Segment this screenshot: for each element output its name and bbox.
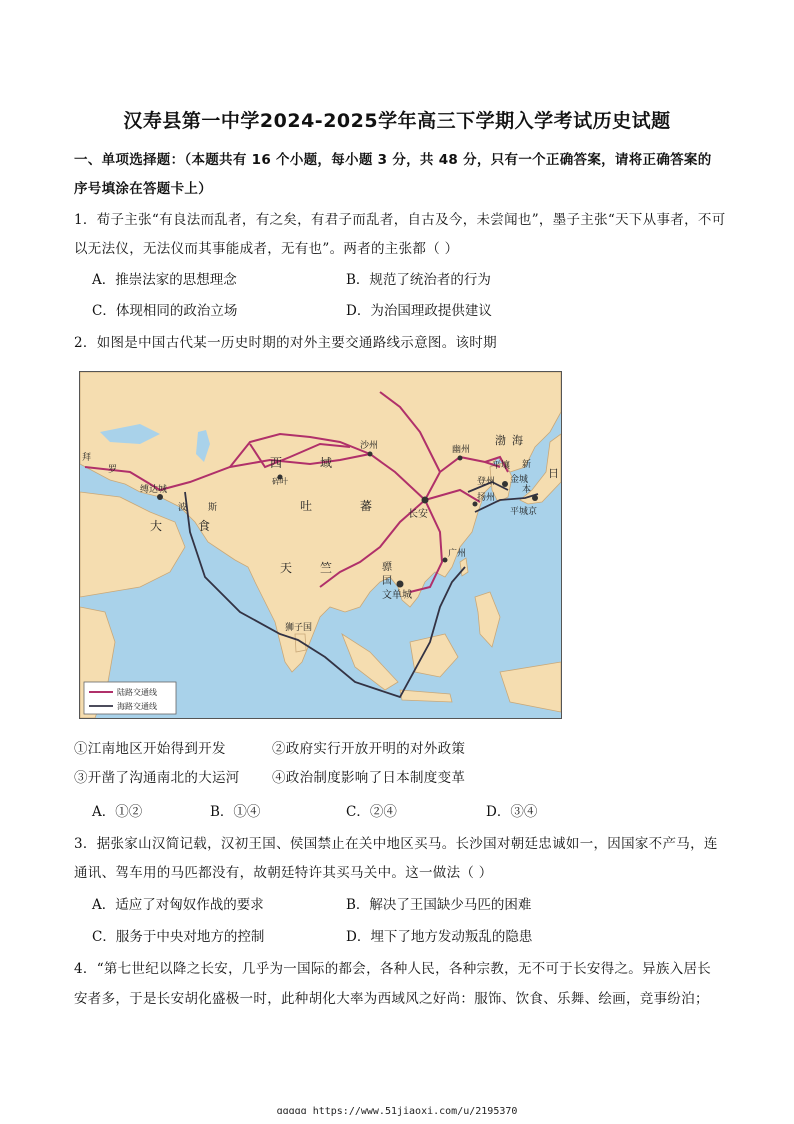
landmass-java bbox=[400, 690, 452, 702]
label-xiyu1: 西 bbox=[270, 456, 283, 470]
section-heading-line1: 一、单项选择题：（本题共有 16 个小题，每小题 3 分，共 48 分，只有一个正确答案，请将正确答案的 bbox=[74, 152, 712, 168]
label-shazhou: 沙州 bbox=[360, 441, 379, 451]
label-dashi1: 大 bbox=[150, 519, 163, 533]
label-xin: 新 bbox=[522, 460, 532, 470]
label-tubo1: 吐 bbox=[300, 499, 313, 513]
label-tubo2: 蕃 bbox=[360, 499, 373, 513]
q1-line1: 1．荀子主张“有良法而乱者，有之矣，有君子而乱者，自古及今，未尝闻也”，墨子主张“天下从事者，不可 bbox=[74, 212, 726, 228]
label-tianzhu2: 竺 bbox=[320, 561, 333, 575]
label-bai: 拜 bbox=[82, 453, 92, 463]
marker-changan bbox=[422, 497, 429, 504]
label-shiziguo: 狮子国 bbox=[285, 623, 313, 633]
tang-transport-map bbox=[79, 371, 562, 719]
label-guangzhou: 广州 bbox=[448, 549, 467, 559]
landmass-newguinea bbox=[500, 662, 561, 712]
marker-youzhou bbox=[458, 456, 463, 461]
q3-line2: 通讯、驾车用的马匹都没有，故朝廷特许其买马关中。这一做法（ ） bbox=[74, 865, 493, 881]
marker-jincheng bbox=[502, 481, 508, 487]
q3-option-a: A．适应了对匈奴作战的要求 bbox=[92, 897, 264, 913]
q2-option-c: C．②④ bbox=[346, 804, 397, 820]
label-changan: 长安 bbox=[408, 509, 428, 520]
label-youzhou: 幽州 bbox=[452, 445, 471, 455]
q1-option-a: A．推崇法家的思想理念 bbox=[92, 272, 237, 288]
label-pingrang: 平壤 bbox=[492, 461, 511, 471]
page-title: 汉寿县第一中学2024-2025学年高三下学期入学考试历史试题 bbox=[123, 110, 671, 132]
q1-option-b: B．规范了统治者的行为 bbox=[346, 272, 491, 288]
landmass-sumatra bbox=[342, 634, 398, 690]
section-heading-line2: 序号填涂在答题卡上） bbox=[74, 181, 212, 197]
label-piao2: 国 bbox=[382, 576, 392, 587]
label-dashi2: 食 bbox=[198, 519, 211, 533]
landmass-borneo bbox=[410, 634, 458, 677]
q4-line1: 4．“第七世纪以降之长安，几乎为一国际的都会，各种人民，各种宗教，无不可于长安得之。异族入居长 bbox=[74, 961, 712, 977]
legend-land-label: 陆路交通线 bbox=[117, 688, 157, 697]
q3-option-b: B．解决了王国缺少马匹的困难 bbox=[346, 897, 532, 913]
label-posi2: 斯 bbox=[208, 503, 218, 513]
q4-line2: 安者多，于是长安胡化盛极一时，此种胡化大率为西域风之好尚：服饰、饮食、乐舞、绘画，竞事纷泊； bbox=[74, 991, 709, 1007]
marker-wendancheng bbox=[397, 581, 404, 588]
map-legend bbox=[84, 682, 176, 714]
label-xiyu2: 域 bbox=[320, 456, 333, 470]
marker-guangzhou bbox=[443, 558, 448, 563]
label-yangzhou: 扬州 bbox=[477, 493, 496, 503]
label-bohai2: 海 bbox=[512, 434, 523, 447]
q1-option-d: D．为治国理政提供建议 bbox=[346, 303, 492, 319]
q3-option-c: C．服务于中央对地方的控制 bbox=[92, 929, 265, 945]
q2-statement-1: ①江南地区开始得到开发 bbox=[74, 741, 226, 757]
label-tianzhu1: 天 bbox=[280, 561, 293, 575]
label-luo: 罗 bbox=[108, 465, 118, 475]
label-pingchengjing: 平城京 bbox=[510, 507, 538, 517]
q2-option-b: B．①④ bbox=[210, 804, 261, 820]
q2-line1: 2．如图是中国古代某一历史时期的对外主要交通路线示意图。该时期 bbox=[74, 335, 497, 351]
label-suiye: 碎叶 bbox=[272, 477, 288, 486]
q3-line1: 3．据张家山汉简记载，汉初王国、侯国禁止在关中地区买马。长沙国对朝廷忠诚如一，因国家不产马，连 bbox=[74, 836, 718, 852]
landmass-arabia bbox=[80, 492, 188, 597]
q3-option-d: D．埋下了地方发动叛乱的隐患 bbox=[346, 929, 533, 945]
map-svg bbox=[80, 372, 561, 718]
marker-pingchengjing bbox=[532, 495, 538, 501]
q2-statement-4: ④政治制度影响了日本制度变革 bbox=[272, 770, 466, 786]
legend-sea-label: 海路交通线 bbox=[117, 702, 157, 711]
label-baghdad: 缚达城 bbox=[140, 485, 168, 495]
label-wendancheng: 文单城 bbox=[382, 590, 412, 601]
label-dengzhou: 登州 bbox=[477, 477, 496, 487]
q1-line2: 以无法仪，无法仪而其事能成者，无有也”。两者的主张都（ ） bbox=[74, 241, 459, 257]
q2-statement-3: ③开凿了沟通南北的大运河 bbox=[74, 770, 240, 786]
label-piao1: 骠 bbox=[382, 562, 392, 573]
label-ri: 日 bbox=[548, 467, 559, 480]
q2-option-d: D．③④ bbox=[486, 804, 538, 820]
label-posi1: 波 bbox=[178, 503, 188, 513]
label-ben: 本 bbox=[522, 485, 532, 495]
q2-option-a: A．①② bbox=[92, 804, 143, 820]
footer-url[interactable]: ɑɑɑɑɑ https://www.51jiaoxi.com/u/2195370 bbox=[276, 1106, 518, 1117]
landmass-philippines bbox=[475, 592, 500, 647]
marker-shazhou bbox=[368, 452, 373, 457]
q1-option-c: C．体现相同的政治立场 bbox=[92, 303, 238, 319]
label-jincheng: 金城 bbox=[510, 475, 529, 485]
q2-statement-2: ②政府实行开放开明的对外政策 bbox=[272, 741, 466, 757]
label-bohai1: 渤 bbox=[495, 434, 506, 447]
